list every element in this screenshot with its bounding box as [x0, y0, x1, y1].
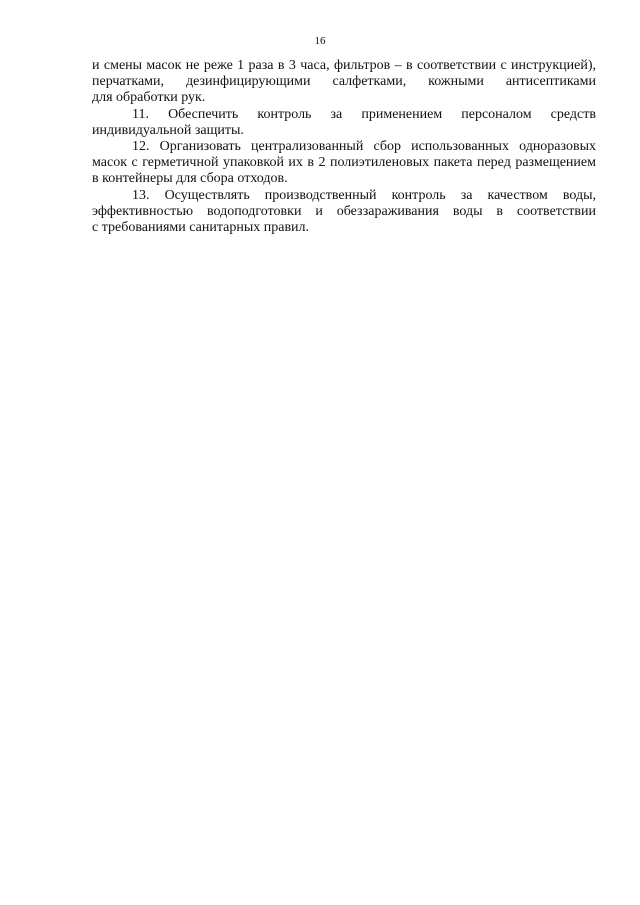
text-line: 12. Организовать централизованный сбор использованных одноразовых: [132, 139, 596, 155]
page-number: 16: [314, 35, 326, 47]
text-line: 13. Осуществлять производственный контроль за качеством воды,: [132, 187, 596, 203]
paragraph-item-11: [92, 107, 596, 139]
paragraph-item-13: [92, 188, 596, 237]
text-line: индивидуальной защиты.: [92, 122, 244, 138]
paragraph-item-12: [92, 139, 596, 188]
text-line: для обработки рук.: [92, 90, 206, 106]
paragraph-continuation: [92, 58, 596, 107]
text-line: и смены масок не реже 1 раза в 3 часа, фильтров – в соответствии с инструкцией),: [92, 58, 596, 73]
text-line: с требованиями санитарных правил.: [92, 220, 310, 236]
text-line: масок с герметичной упаковкой их в 2 полиэтиленовых пакета перед размещением: [92, 155, 596, 171]
text-line: в контейнеры для сбора отходов.: [92, 171, 288, 187]
text-line: 11. Обеспечить контроль за применением персоналом средств: [132, 106, 596, 122]
document-body: [92, 58, 596, 236]
text-line: эффективностью водоподготовки и обеззараживания воды в соответствии: [92, 203, 596, 219]
text-line: перчатками, дезинфицирующими салфетками, кожными антисептиками: [92, 74, 596, 90]
